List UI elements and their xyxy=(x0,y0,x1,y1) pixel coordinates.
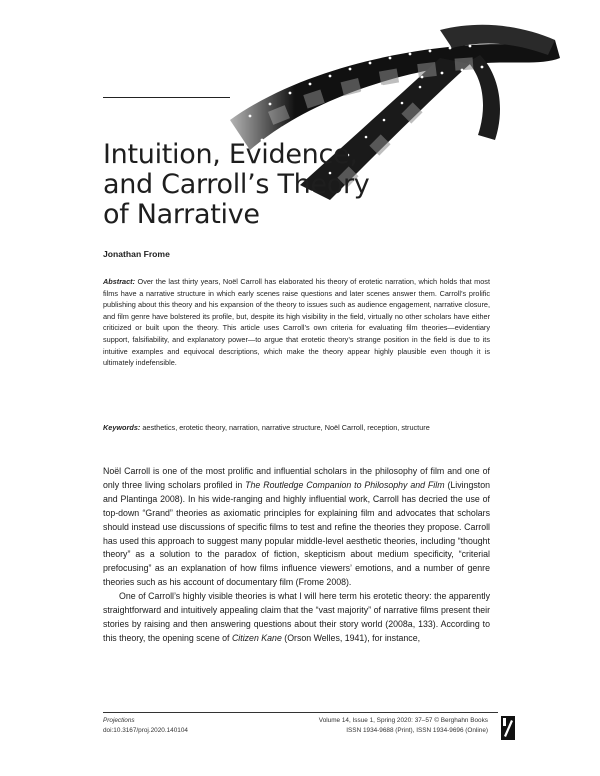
volume-info: Volume 14, Issue 1, Spring 2020: 37–57 © Berghahn Books xyxy=(318,717,488,724)
issn-info: ISSN 1934-9688 (Print), ISSN 1934-9696 (Online) xyxy=(346,726,488,734)
body-paragraph-2 xyxy=(103,590,490,646)
title-line-1: Intuition, Evidence, xyxy=(103,139,358,170)
author-name: Jonathan Frome xyxy=(103,249,170,259)
abstract-text: Over the last thirty years, Noël Carroll has elaborated his theory of erotetic narration, which holds that most films have a narrative structure in which early scenes raise questions and later scenes answer them. Carroll’s prolific publishing about this theory and his expansion of the theory to issues such as audience engagement, narrative closure, and film genre have bolstered its profile, but, despite its high visibility in the field, virtually no other scholars have either criticized or built upon the theory. This article uses Carroll’s own criteria for evaluating film theories—evidentiary support, falsifiability, and explanatory power—to argue that erotetic theory’s strange position in the field is due to its intuitive examples and equivocal descriptions, which make the theory appear highly plausible even though it is ultimately indefensible. xyxy=(103,277,490,368)
body-p1-text-b: (Livingston and Plantinga 2008). In his wide-ranging and highly influential work, Carroll has decried the use of top-down “Grand” theories as axiomatic principles for explaining film and advocates that scholars should instead use discussions of specific films to test and refine the theories they propose. Carroll has used this approach to suggest many popular middle-level aesthetic theories, including “thought theory” as a solution to the paradox of fiction, skepticism about medium specificity, “criterial prefocusing” as an explanation of how films influence viewers’ emotions, and a number of genre theories such as his account of documentary film (Frome 2008). xyxy=(103,479,490,588)
abstract xyxy=(103,276,490,369)
body-p1-text-a: Noël Carroll is one of the most prolific and influential scholars in the philosophy of film and one of only three living scholars profiled in xyxy=(103,466,490,490)
body-p2-text-b: (Orson Welles, 1941), for instance, xyxy=(281,632,421,643)
article-body xyxy=(103,465,490,646)
title-line-3: of Narrative xyxy=(103,199,260,230)
abstract-label: Abstract: xyxy=(103,277,136,286)
keywords xyxy=(103,422,490,434)
body-p2-italic: Citizen Kane xyxy=(231,632,282,643)
body-p2-text-a: One of Carroll’s highly visible theories is what I will here term his erotetic theory: the apparently straightforward and intuitively appealing claim that the “vast majority” of narrative films present their stories by raising and then answering questions about their story world (2008a, 133). According to this theory, the opening scene of xyxy=(103,591,490,643)
header-rule xyxy=(103,97,230,98)
footer-left xyxy=(103,716,188,735)
article-title xyxy=(103,140,403,230)
footer-right xyxy=(270,716,488,735)
title-line-2: and Carroll’s Theory xyxy=(103,169,370,200)
doi: doi:10.3167/proj.2020.140104 xyxy=(103,726,188,734)
body-p1-italic: The Routledge Companion to Philosophy and Film xyxy=(245,479,445,490)
body-paragraph-1 xyxy=(103,465,490,590)
keywords-text: aesthetics, erotetic theory, narration, narrative structure, Noël Carroll, reception, structure xyxy=(142,423,430,432)
keywords-label: Keywords: xyxy=(103,423,141,432)
footer-rule xyxy=(103,712,498,713)
journal-name: Projections xyxy=(103,717,135,724)
berghahn-logo-icon xyxy=(501,716,515,740)
